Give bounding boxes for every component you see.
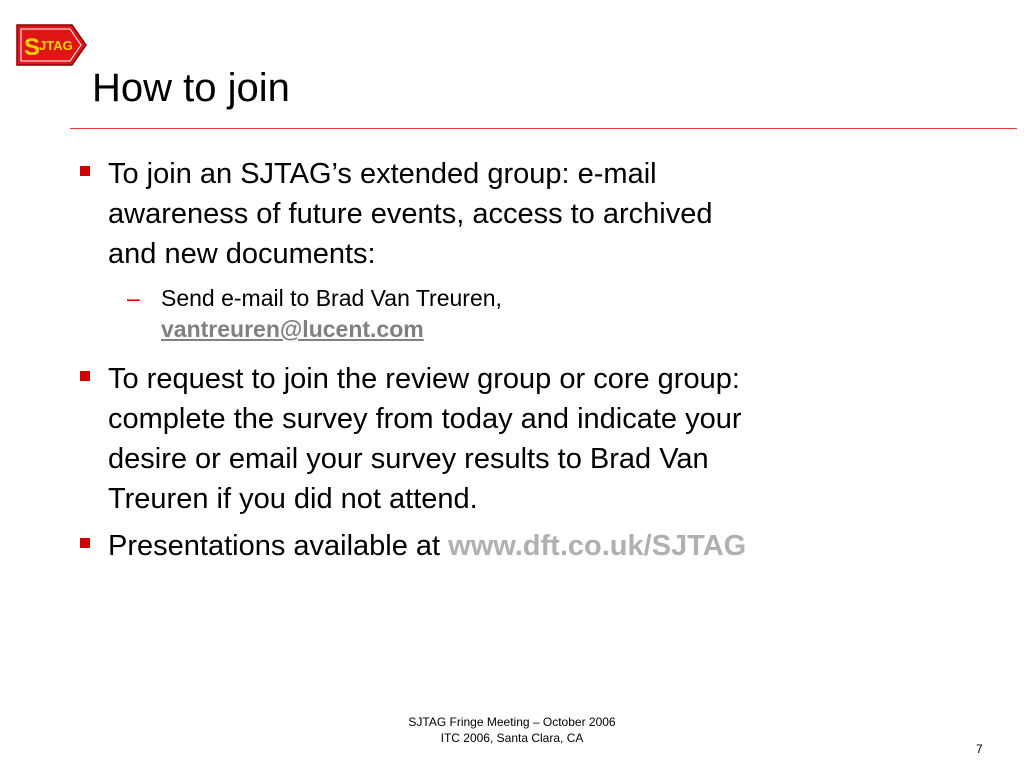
sub-bullet-email-line	[161, 314, 424, 345]
bullet-3-text: Presentations available at	[108, 530, 449, 562]
website-link[interactable]: www.dft.co.uk/SJTAG	[448, 530, 747, 562]
bullet-square-icon	[80, 371, 90, 381]
logo-letter-s: S	[24, 34, 41, 61]
title-divider	[70, 128, 1017, 129]
bullet-3-line	[108, 526, 746, 566]
sub-bullet-dash-icon: –	[127, 285, 140, 311]
bullet-square-icon	[80, 166, 90, 176]
bullet-1-line-2: awareness of future events, access to archived	[108, 198, 713, 230]
footer-line-1: SJTAG Fringe Meeting – October 2006	[408, 715, 616, 729]
bullet-2-line-4: Treuren if you did not attend.	[108, 483, 478, 515]
bullet-1-line-3: and new documents:	[108, 238, 376, 270]
bullet-2-line-2: complete the survey from today and indicate your	[108, 403, 742, 435]
page-number: 7	[976, 742, 983, 756]
sub-bullet-text: Send e-mail to Brad Van Treuren,	[161, 285, 502, 311]
bullet-2-line-1: To request to join the review group or core group:	[108, 363, 740, 395]
slide-footer	[312, 714, 712, 746]
slide-title: How to join	[92, 66, 290, 110]
footer-line-2: ITC 2006, Santa Clara, CA	[440, 731, 584, 745]
bullet-square-icon	[80, 538, 90, 548]
logo-letters-jtag: JTAG	[39, 38, 73, 53]
bullet-2-line-3: desire or email your survey results to Brad Van	[108, 443, 709, 475]
bullet-1-line-1: To join an SJTAG’s extended group: e-mail	[108, 158, 657, 190]
email-link[interactable]: vantreuren@lucent.com	[161, 316, 424, 342]
sjtag-logo	[14, 22, 88, 68]
